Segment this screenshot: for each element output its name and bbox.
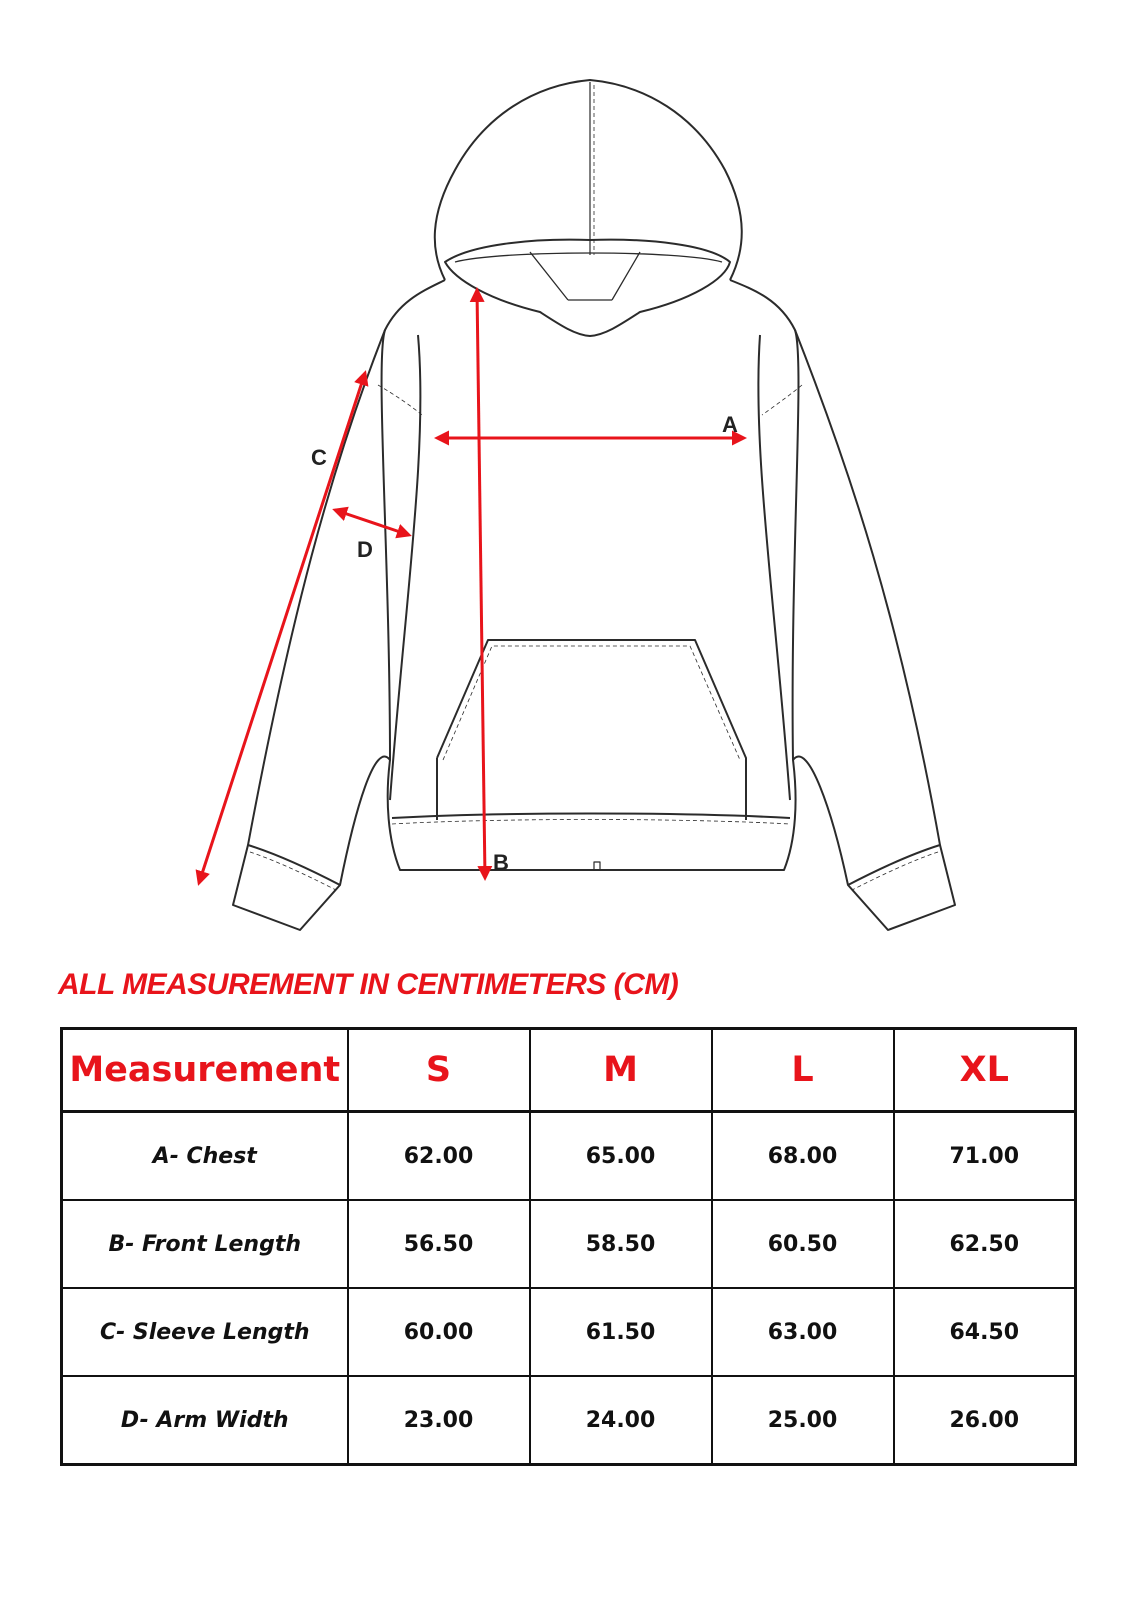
header-measurement: Measurement — [62, 1029, 348, 1112]
row-label-chest: A- Chest — [62, 1112, 348, 1201]
label-d: D — [357, 537, 373, 562]
table-cell: 60.50 — [712, 1200, 894, 1288]
table-cell: 68.00 — [712, 1112, 894, 1201]
arm-width-arrow — [335, 510, 409, 535]
right-cuff — [848, 845, 940, 885]
size-chart-table — [60, 1027, 1077, 1466]
table-cell: 23.00 — [348, 1376, 530, 1465]
table-row — [62, 1200, 1076, 1288]
table-cell: 26.00 — [894, 1376, 1076, 1465]
row-label-arm-width: D- Arm Width — [62, 1376, 348, 1465]
table-cell: 64.50 — [894, 1288, 1076, 1376]
hoodie-outline — [233, 80, 955, 930]
table-cell: 24.00 — [530, 1376, 712, 1465]
table-cell: 62.00 — [348, 1112, 530, 1201]
table-cell: 63.00 — [712, 1288, 894, 1376]
table-row — [62, 1376, 1076, 1465]
label-b: B — [493, 850, 509, 875]
header-size-l: L — [712, 1029, 894, 1112]
hood — [435, 80, 742, 280]
table-row — [62, 1288, 1076, 1376]
front-length-arrow — [477, 290, 485, 878]
table-cell: 62.50 — [894, 1200, 1076, 1288]
row-label-front-length: B- Front Length — [62, 1200, 348, 1288]
header-size-s: S — [348, 1029, 530, 1112]
table-row — [62, 1112, 1076, 1201]
table-cell: 71.00 — [894, 1112, 1076, 1201]
table-cell: 56.50 — [348, 1200, 530, 1288]
left-side-seam — [390, 335, 420, 800]
left-sleeve — [233, 330, 390, 930]
table-cell: 58.50 — [530, 1200, 712, 1288]
header-size-xl: XL — [894, 1029, 1076, 1112]
label-c: C — [311, 445, 327, 470]
table-cell: 25.00 — [712, 1376, 894, 1465]
table-header-row — [62, 1029, 1076, 1112]
hood-inner — [455, 252, 722, 300]
table-cell: 60.00 — [348, 1288, 530, 1376]
measurement-unit-note: ALL MEASUREMENT IN CENTIMETERS (CM) — [58, 968, 679, 1001]
waistband — [392, 814, 790, 819]
right-sleeve — [793, 330, 955, 930]
label-a: A — [722, 412, 738, 437]
hood-opening — [445, 240, 730, 336]
sleeve-length-arrow — [199, 373, 365, 883]
header-size-m: M — [530, 1029, 712, 1112]
table-cell: 61.50 — [530, 1288, 712, 1376]
right-side-seam — [758, 335, 790, 800]
drawstring-eyelet — [594, 862, 600, 870]
left-cuff — [248, 845, 340, 885]
body — [382, 280, 799, 870]
table-cell: 65.00 — [530, 1112, 712, 1201]
measurement-arrows — [199, 290, 744, 883]
row-label-sleeve-length: C- Sleeve Length — [62, 1288, 348, 1376]
